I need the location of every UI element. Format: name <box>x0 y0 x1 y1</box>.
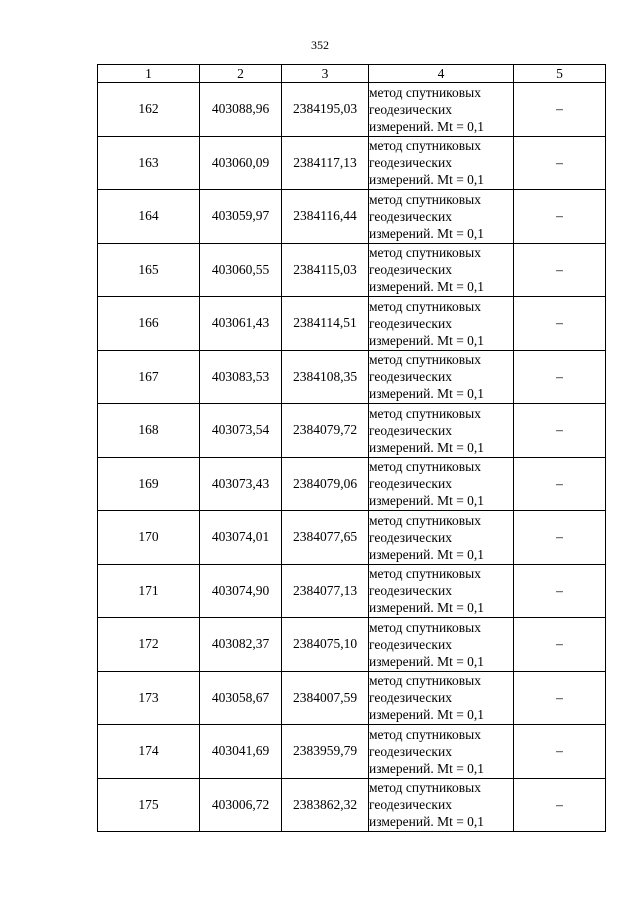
method-cell <box>369 136 514 190</box>
column-header-1: 1 <box>98 65 200 83</box>
coordinates-table <box>97 64 606 832</box>
column-header-2: 2 <box>200 65 282 83</box>
note-cell: – <box>514 297 606 351</box>
x-coordinate-cell: 403061,43 <box>200 297 282 351</box>
method-cell <box>369 190 514 244</box>
column-header-4: 4 <box>369 65 514 83</box>
method-cell <box>369 511 514 565</box>
point-number-cell: 162 <box>98 83 200 137</box>
y-coordinate-cell: 2384195,03 <box>282 83 369 137</box>
method-line: геодезических <box>369 743 452 759</box>
method-line: метод спутниковых <box>369 84 481 100</box>
table-body <box>98 83 606 832</box>
table-row <box>98 243 606 297</box>
method-line: метод спутниковых <box>369 780 481 796</box>
point-number-cell: 167 <box>98 350 200 404</box>
y-coordinate-cell: 2384114,51 <box>282 297 369 351</box>
method-line: геодезических <box>369 583 452 599</box>
method-cell <box>369 778 514 832</box>
method-line: измерений. Mt = 0,1 <box>369 546 485 562</box>
method-line: геодезических <box>369 101 452 117</box>
method-cell <box>369 618 514 672</box>
point-number-cell: 165 <box>98 243 200 297</box>
table-header-row <box>98 65 606 83</box>
method-line: измерений. Mt = 0,1 <box>369 439 485 455</box>
x-coordinate-cell: 403058,67 <box>200 671 282 725</box>
method-line: геодезических <box>369 529 452 545</box>
point-number-cell: 172 <box>98 618 200 672</box>
y-coordinate-cell: 2384007,59 <box>282 671 369 725</box>
method-line: метод спутниковых <box>369 459 481 475</box>
method-line: геодезических <box>369 476 452 492</box>
y-coordinate-cell: 2384077,65 <box>282 511 369 565</box>
table-row <box>98 404 606 458</box>
x-coordinate-cell: 403083,53 <box>200 350 282 404</box>
note-cell: – <box>514 618 606 672</box>
note-cell: – <box>514 511 606 565</box>
page-number: 352 <box>311 38 329 52</box>
method-line: метод спутниковых <box>369 512 481 528</box>
y-coordinate-cell: 2384117,13 <box>282 136 369 190</box>
table-row <box>98 297 606 351</box>
method-line: геодезических <box>369 422 452 438</box>
x-coordinate-cell: 403060,55 <box>200 243 282 297</box>
method-line: геодезических <box>369 797 452 813</box>
method-line: измерений. Mt = 0,1 <box>369 172 485 188</box>
table-row <box>98 190 606 244</box>
method-line: метод спутниковых <box>369 619 481 635</box>
x-coordinate-cell: 403060,09 <box>200 136 282 190</box>
y-coordinate-cell: 2383959,79 <box>282 725 369 779</box>
x-coordinate-cell: 403074,90 <box>200 564 282 618</box>
note-cell: – <box>514 778 606 832</box>
method-line: измерений. Mt = 0,1 <box>369 225 485 241</box>
method-line: геодезических <box>369 262 452 278</box>
y-coordinate-cell: 2383862,32 <box>282 778 369 832</box>
column-header-3: 3 <box>282 65 369 83</box>
method-line: геодезических <box>369 636 452 652</box>
x-coordinate-cell: 403059,97 <box>200 190 282 244</box>
note-cell: – <box>514 404 606 458</box>
method-line: геодезических <box>369 315 452 331</box>
note-cell: – <box>514 725 606 779</box>
y-coordinate-cell: 2384108,35 <box>282 350 369 404</box>
table-row <box>98 778 606 832</box>
method-line: метод спутниковых <box>369 405 481 421</box>
point-number-cell: 166 <box>98 297 200 351</box>
method-cell <box>369 404 514 458</box>
point-number-cell: 164 <box>98 190 200 244</box>
method-line: измерений. Mt = 0,1 <box>369 600 485 616</box>
method-line: метод спутниковых <box>369 191 481 207</box>
note-cell: – <box>514 136 606 190</box>
x-coordinate-cell: 403088,96 <box>200 83 282 137</box>
note-cell: – <box>514 83 606 137</box>
x-coordinate-cell: 403006,72 <box>200 778 282 832</box>
method-line: измерений. Mt = 0,1 <box>369 760 485 776</box>
x-coordinate-cell: 403073,54 <box>200 404 282 458</box>
method-cell <box>369 83 514 137</box>
note-cell: – <box>514 457 606 511</box>
method-line: измерений. Mt = 0,1 <box>369 279 485 295</box>
point-number-cell: 173 <box>98 671 200 725</box>
y-coordinate-cell: 2384077,13 <box>282 564 369 618</box>
y-coordinate-cell: 2384079,06 <box>282 457 369 511</box>
method-line: метод спутниковых <box>369 352 481 368</box>
point-number-cell: 175 <box>98 778 200 832</box>
method-line: метод спутниковых <box>369 138 481 154</box>
table-row <box>98 618 606 672</box>
x-coordinate-cell: 403074,01 <box>200 511 282 565</box>
method-line: метод спутниковых <box>369 245 481 261</box>
note-cell: – <box>514 190 606 244</box>
method-cell <box>369 564 514 618</box>
method-cell <box>369 350 514 404</box>
note-cell: – <box>514 671 606 725</box>
method-cell <box>369 725 514 779</box>
method-line: измерений. Mt = 0,1 <box>369 707 485 723</box>
table-row <box>98 564 606 618</box>
point-number-cell: 169 <box>98 457 200 511</box>
y-coordinate-cell: 2384079,72 <box>282 404 369 458</box>
table-row <box>98 136 606 190</box>
method-line: измерений. Mt = 0,1 <box>369 118 485 134</box>
method-line: измерений. Mt = 0,1 <box>369 386 485 402</box>
method-cell <box>369 457 514 511</box>
x-coordinate-cell: 403082,37 <box>200 618 282 672</box>
method-cell <box>369 671 514 725</box>
method-line: измерений. Mt = 0,1 <box>369 493 485 509</box>
method-line: метод спутниковых <box>369 673 481 689</box>
method-line: измерений. Mt = 0,1 <box>369 332 485 348</box>
table-row <box>98 511 606 565</box>
x-coordinate-cell: 403073,43 <box>200 457 282 511</box>
point-number-cell: 168 <box>98 404 200 458</box>
column-header-5: 5 <box>514 65 606 83</box>
point-number-cell: 163 <box>98 136 200 190</box>
note-cell: – <box>514 564 606 618</box>
y-coordinate-cell: 2384115,03 <box>282 243 369 297</box>
method-line: геодезических <box>369 155 452 171</box>
method-line: геодезических <box>369 208 452 224</box>
point-number-cell: 170 <box>98 511 200 565</box>
method-line: метод спутниковых <box>369 566 481 582</box>
point-number-cell: 171 <box>98 564 200 618</box>
method-line: геодезических <box>369 369 452 385</box>
table-row <box>98 350 606 404</box>
method-cell <box>369 297 514 351</box>
method-cell <box>369 243 514 297</box>
method-line: геодезических <box>369 690 452 706</box>
table-row <box>98 457 606 511</box>
table-row <box>98 83 606 137</box>
point-number-cell: 174 <box>98 725 200 779</box>
method-line: метод спутниковых <box>369 726 481 742</box>
x-coordinate-cell: 403041,69 <box>200 725 282 779</box>
table-row <box>98 725 606 779</box>
note-cell: – <box>514 350 606 404</box>
method-line: измерений. Mt = 0,1 <box>369 814 485 830</box>
note-cell: – <box>514 243 606 297</box>
method-line: измерений. Mt = 0,1 <box>369 653 485 669</box>
table-row <box>98 671 606 725</box>
y-coordinate-cell: 2384075,10 <box>282 618 369 672</box>
method-line: метод спутниковых <box>369 298 481 314</box>
y-coordinate-cell: 2384116,44 <box>282 190 369 244</box>
